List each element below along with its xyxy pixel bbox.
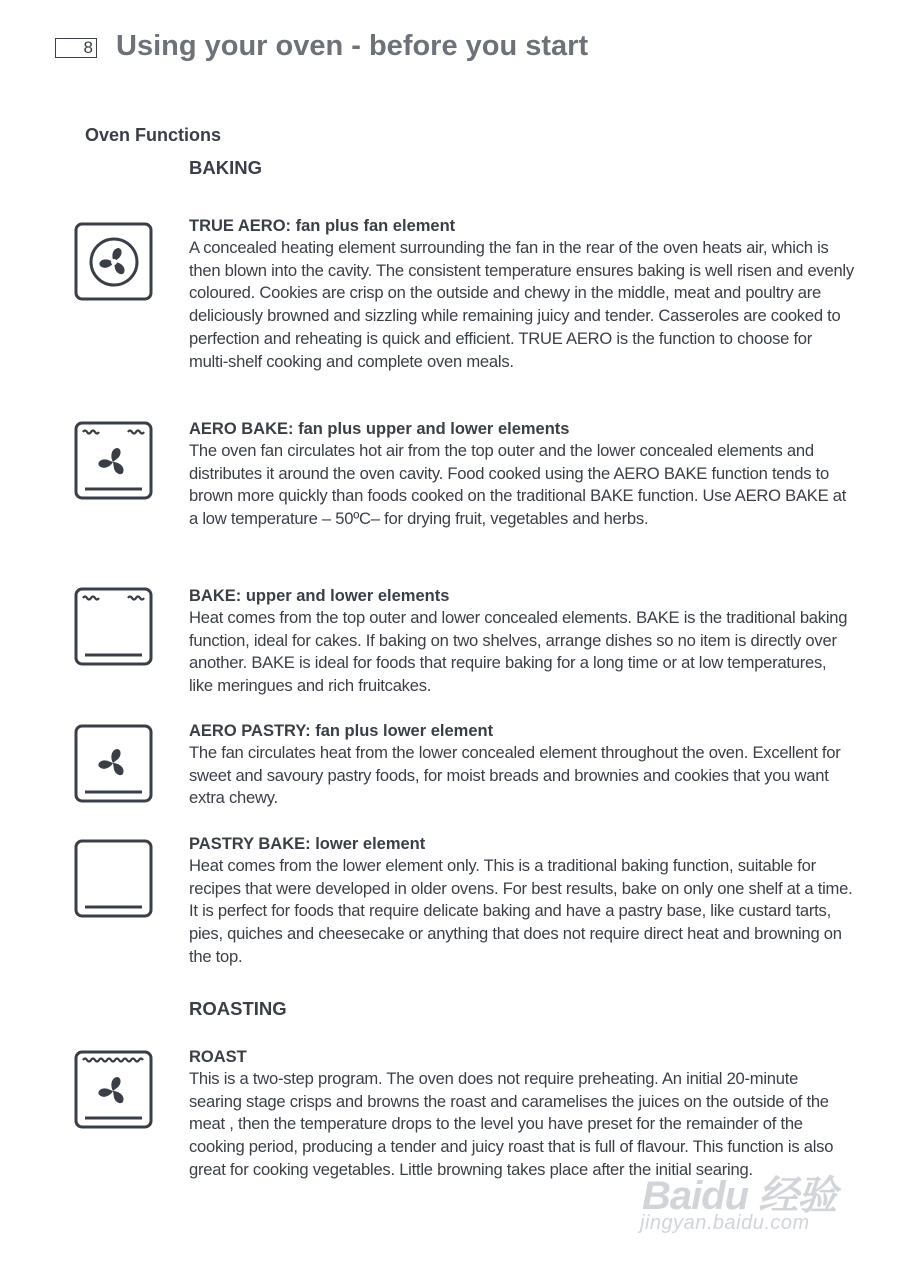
roast-icon <box>74 1050 154 1130</box>
function-aero-pastry <box>189 720 854 810</box>
aero-pastry-icon <box>74 724 154 804</box>
function-description: The fan circulates heat from the lower concealed element throughout the oven. Excellent for sweet and savoury pastry foods, for moist breads and brownies and cookies that you want extra chewy. <box>189 743 841 808</box>
watermark-logo: Baidu 经验 <box>642 1174 837 1218</box>
function-title: ROAST <box>189 1048 247 1066</box>
page-title: Using your oven - before you start <box>116 30 589 62</box>
function-description: Heat comes from the lower element only. This is a traditional baking function, suitable for recipes that were developed in older ovens. For best results, bake on only one shelf at a time. It is perfect for foods that require delicate baking and have a pastry base, like custard tarts, pies, quiches and cheesecake or anything that does not require direct heat and browning on the top. <box>189 856 853 966</box>
function-title: AERO BAKE: fan plus upper and lower elements <box>189 420 570 438</box>
section-title: Oven Functions <box>85 125 222 145</box>
function-bake <box>189 585 854 698</box>
aero-bake-icon <box>74 421 154 501</box>
page-number: 8 <box>55 38 97 58</box>
category-roasting-heading: ROASTING <box>189 998 287 1019</box>
function-title: AERO PASTRY: fan plus lower element <box>189 722 494 740</box>
pastry-bake-icon <box>74 839 154 919</box>
function-description: Heat comes from the top outer and lower concealed elements. BAKE is the traditional baking function, ideal for cakes. If baking on two shelves, arrange dishes so no item is directly over another. BAKE is ideal for foods that require baking for a long time or at low temperatures, like meringues and rich fruitcakes. <box>189 608 848 696</box>
true-aero-icon <box>74 222 154 302</box>
function-description: A concealed heating element surrounding the fan in the rear of the oven heats air, which is then blown into the cavity. The consistent temperature ensures baking is well risen and evenly coloured. Cookies are crisp on the outside and chewy in the middle, meat and poultry are deliciously browned and sizzling while remaining juicy and tender. Casseroles are cooked to perfection and reheating is quick and efficient. TRUE AERO is the function to choose for multi-shelf cooking and complete oven meals. <box>189 238 854 371</box>
watermark-url: jingyan.baidu.com <box>640 1212 810 1234</box>
function-title: TRUE AERO: fan plus fan element <box>189 217 456 235</box>
category-baking-heading: BAKING <box>189 157 262 178</box>
bake-icon <box>74 587 154 667</box>
function-title: PASTRY BAKE: lower element <box>189 835 426 853</box>
baidu-watermark <box>636 1160 856 1250</box>
function-aero-bake <box>189 418 854 531</box>
function-pastry-bake <box>189 833 854 969</box>
function-true-aero <box>189 215 854 373</box>
function-description: The oven fan circulates hot air from the top outer and the lower concealed elements and distributes it around the oven cavity. Food cooked using the AERO BAKE function tends to brown more quickly than foods cooked on the traditional BAKE function. Use AERO BAKE at a low temperature – 50ºC– for drying fruit, vegetables and herbs. <box>189 441 847 529</box>
function-title: BAKE: upper and lower elements <box>189 587 450 605</box>
function-description: This is a two-step program. The oven does not require preheating. An initial 20-minute searing stage crisps and browns the roast and caramelises the juices on the outside of the meat , then the temperature drops to the level you have preset for the remainder of the cooking period, producing a tender and juicy roast that is full of flavour. This function is also great for cooking vegetables. Little browning takes place after the initial searing. <box>189 1069 834 1179</box>
